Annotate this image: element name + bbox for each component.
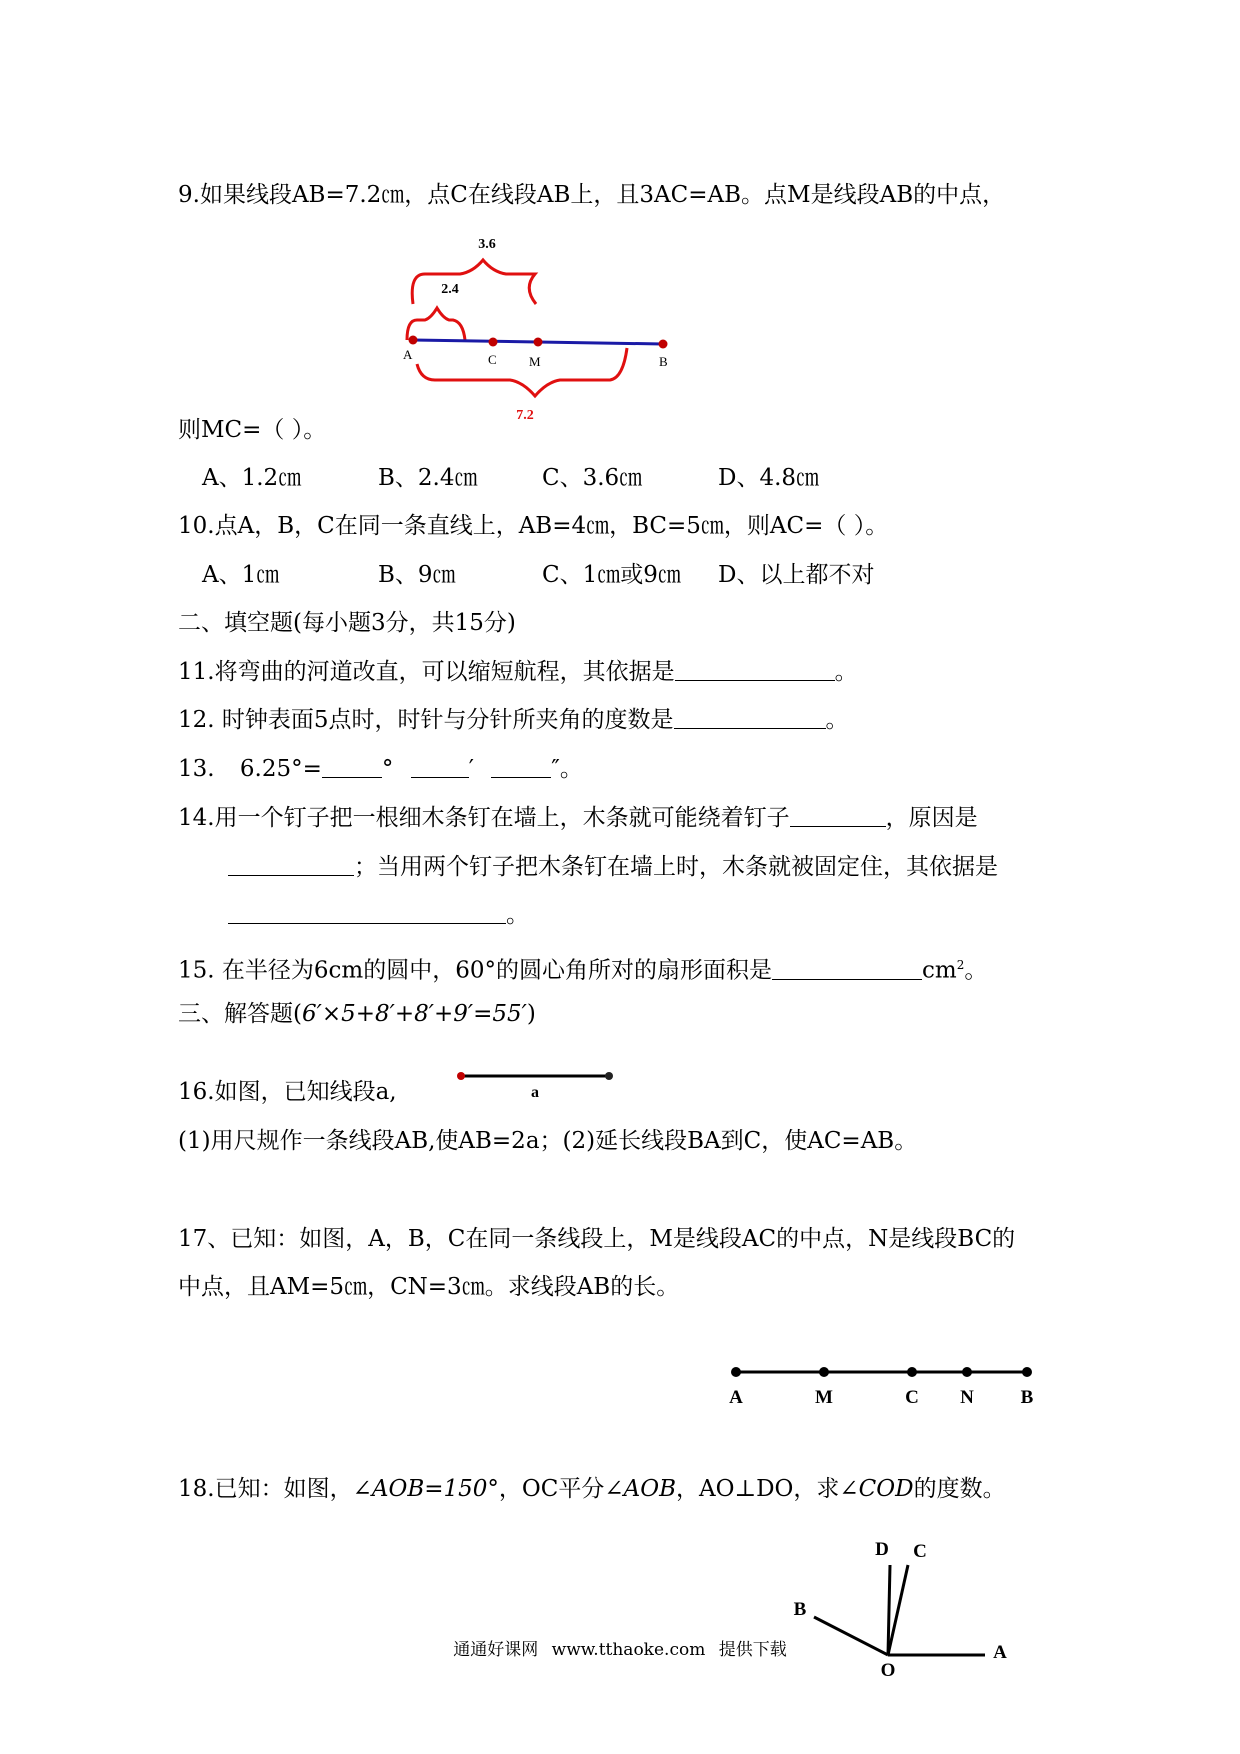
q10-options — [202, 560, 874, 590]
q15-sup: 2 — [956, 958, 965, 972]
q18-mid: ，OC平分 — [498, 1476, 605, 1502]
q17-point-B — [1022, 1367, 1032, 1377]
section-3-heading — [178, 999, 536, 1029]
q12-text: 12. 时钟表面5点时，时针与分针所夹角的度数是 — [178, 707, 674, 733]
q9-figure — [395, 228, 695, 428]
q13 — [178, 754, 583, 784]
q17-line1: 17、已知：如图，A，B，C在同一条线段上，M是线段AC的中点，N是线段BC的 — [178, 1226, 1016, 1252]
q11-text: 11.将弯曲的河道改直，可以缩短航程，其依据是 — [178, 659, 675, 685]
q17-point-M — [819, 1367, 829, 1377]
q15-unit: cm — [921, 957, 957, 984]
q14-line1 — [178, 803, 978, 833]
footer-url[interactable]: www.tthaoke.com — [551, 1640, 706, 1660]
section-3-formula: 6′×5+8′+8′+9′=55′ — [301, 1001, 527, 1027]
q10-stem: 10.点A，B，C在同一条直线上，AB=4㎝，BC=5㎝，则AC=（ ）。 — [178, 513, 889, 539]
q18 — [178, 1474, 1006, 1504]
q13-value: 6.25°= — [239, 756, 322, 782]
q14-blank-3[interactable] — [228, 901, 506, 924]
segment-a-left-end — [457, 1072, 465, 1080]
segment-a-right-end — [605, 1072, 613, 1080]
q17-figure — [722, 1360, 1042, 1420]
q17-label-M: M — [815, 1387, 833, 1408]
q18-label-D: D — [875, 1539, 889, 1560]
q13-deg: ° — [381, 756, 394, 782]
q10-option-b: B、9㎝ — [378, 562, 456, 588]
q18-angle: ∠AOB=150° — [352, 1476, 499, 1502]
footer-note: 提供下载 — [718, 1640, 787, 1660]
q16-task: (1)用尺规作一条线段AB,使AB=2a；(2)延长线段BA到C，使AC=AB。 — [178, 1128, 918, 1154]
label-3-6: 3.6 — [478, 237, 496, 252]
q9-ask: 则MC=（ ）。 — [178, 417, 327, 443]
pt-label-A: A — [403, 347, 413, 362]
q18-end: 的度数。 — [913, 1476, 1006, 1502]
q13-blank-deg[interactable] — [322, 755, 382, 778]
q17-label-A: A — [729, 1387, 743, 1408]
q15-blank[interactable] — [772, 957, 922, 980]
q12 — [178, 705, 849, 735]
q15 — [178, 950, 987, 986]
q18-label-B: B — [793, 1599, 807, 1620]
label-2-4: 2.4 — [441, 282, 459, 297]
q17-point-A — [731, 1367, 741, 1377]
q18-label-C: C — [913, 1541, 927, 1562]
section-3-text: 三、解答题( — [178, 1001, 302, 1027]
q12-end: 。 — [825, 707, 849, 733]
q11 — [178, 657, 858, 687]
footer-site: 通通好课网 — [453, 1640, 539, 1660]
q11-blank[interactable] — [675, 658, 835, 681]
section-3-close: ) — [526, 1001, 536, 1027]
q17-line2: 中点，且AM=5㎝，CN=3㎝。求线段AB的长。 — [178, 1274, 680, 1300]
q18-pre: 18.已知：如图， — [178, 1476, 353, 1502]
q13-blank-sec[interactable] — [491, 755, 551, 778]
q10-option-c: C、1㎝或9㎝ — [542, 562, 681, 588]
point-M — [534, 338, 543, 347]
label-7-2: 7.2 — [516, 408, 534, 423]
q9-option-a: A、1.2㎝ — [202, 465, 302, 491]
q17-point-N — [962, 1367, 972, 1377]
q10-option-a: A、1㎝ — [202, 562, 280, 588]
q12-blank[interactable] — [674, 706, 826, 729]
q15-text: 15. 在半径为6cm的圆中，60°的圆心角所对的扇形面积是 — [178, 957, 772, 984]
brace-2-4 — [407, 308, 465, 340]
q9-option-d: D、4.8㎝ — [718, 465, 820, 491]
q17-point-C — [907, 1367, 917, 1377]
q14-text1: 14.用一个钉子把一根细木条钉在墙上，木条就可能绕着钉子 — [178, 805, 790, 831]
q13-blank-min[interactable] — [411, 755, 469, 778]
q18-label-A: A — [993, 1642, 1007, 1663]
brace-7-2 — [417, 348, 627, 396]
q9-option-b: B、2.4㎝ — [378, 465, 478, 491]
q18-angle3: ∠COD — [839, 1476, 914, 1502]
q9-option-c: C、3.6㎝ — [542, 465, 643, 491]
segment-a-label: a — [531, 1084, 539, 1101]
point-B — [659, 340, 668, 349]
pt-label-B: B — [659, 354, 668, 369]
q18-angle2: ∠AOB — [604, 1476, 676, 1502]
pt-label-M: M — [529, 354, 541, 369]
q14-line3 — [228, 900, 529, 930]
q14-line2 — [228, 852, 998, 882]
q16-stem: 16.如图，已知线段a, — [178, 1079, 397, 1105]
q15-end: 。 — [964, 957, 988, 984]
section-2-heading: 二、填空题(每小题3分，共15分) — [178, 610, 516, 636]
q13-sec: ″。 — [551, 756, 583, 782]
footer — [0, 1635, 1240, 1660]
q9-stem: 9.如果线段AB=7.2㎝，点C在线段AB上，且3AC=AB。点M是线段AB的中点， — [178, 182, 1006, 208]
q14-text2: ；当用两个钉子把木条钉在墙上时，木条就被固定住，其依据是 — [354, 854, 998, 880]
q18-mid2: ，AO⊥DO，求 — [676, 1476, 840, 1502]
q9-options — [202, 463, 819, 493]
q14-line1-end: ，原因是 — [885, 805, 978, 831]
q13-num: 13. — [178, 756, 215, 782]
brace-3-6 — [412, 260, 536, 304]
q13-min: ′ — [468, 756, 474, 782]
q10-option-d: D、以上都不对 — [718, 562, 875, 588]
q16-segment-figure — [455, 1064, 625, 1104]
q18-label-O: O — [880, 1660, 896, 1680]
q14-blank-2[interactable] — [228, 853, 354, 876]
q14-line3-end: 。 — [506, 902, 529, 928]
q17-label-B: B — [1020, 1387, 1034, 1408]
q17-label-C: C — [905, 1387, 919, 1408]
q14-blank-1[interactable] — [790, 804, 886, 827]
q17-label-N: N — [960, 1387, 974, 1408]
q11-end: 。 — [834, 659, 858, 685]
point-A — [409, 336, 418, 345]
pt-label-C: C — [488, 352, 497, 367]
point-C — [489, 338, 498, 347]
